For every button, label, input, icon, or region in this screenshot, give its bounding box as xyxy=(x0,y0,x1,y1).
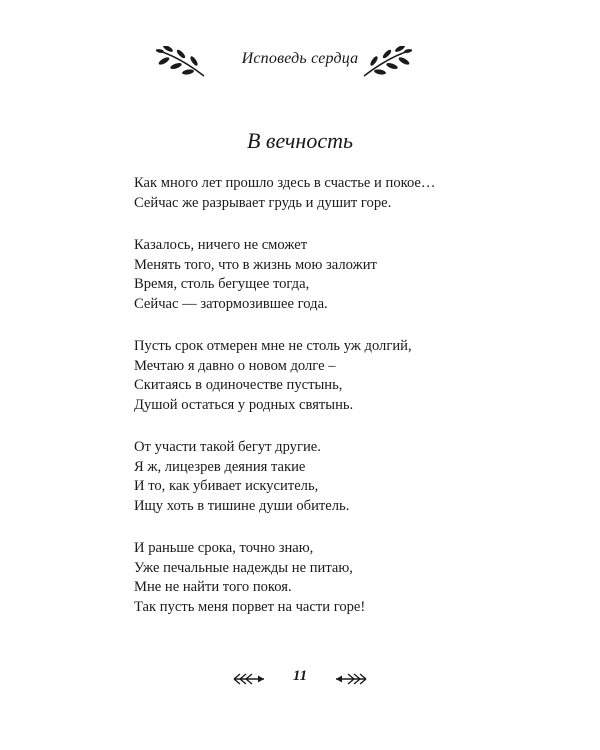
running-header xyxy=(0,44,600,84)
page-number: 11 xyxy=(292,668,308,684)
page-footer xyxy=(0,668,600,690)
poem-title: В вечность xyxy=(246,128,354,153)
poem-line: Уже печальные надежды не питаю, xyxy=(134,559,353,576)
poem-line: Душой остаться у родных святынь. xyxy=(134,396,354,413)
poem-line: Ищу хоть в тишине души обитель. xyxy=(134,497,350,514)
stanza xyxy=(134,236,494,314)
poem-line: Время, столь бегущее тогда, xyxy=(134,276,310,292)
poem-line: И то, как убивает искуситель, xyxy=(134,478,319,494)
arrow-feather-icon xyxy=(334,673,368,685)
poem-line: От участи такой бегут другие. xyxy=(134,439,321,455)
poem-body xyxy=(134,174,494,640)
arrow-feather-icon xyxy=(232,673,266,685)
stanza xyxy=(134,337,494,415)
laurel-branch-icon xyxy=(360,46,416,80)
poem-line: Сейчас же разрывает грудь и душит горе. xyxy=(134,194,392,211)
running-head-title: Исповедь сердца xyxy=(241,50,359,67)
poem-line: Так пусть меня порвет на части горе! xyxy=(134,598,366,615)
poem-line: Пусть срок отмерен мне не столь уж долгий, xyxy=(134,338,412,354)
stanza xyxy=(134,174,494,213)
poem-line: И раньше срока, точно знаю, xyxy=(134,540,314,556)
poem-line: Казалось, ничего не сможет xyxy=(134,237,308,253)
poem-line: Менять того, что в жизнь мою заложит xyxy=(134,256,377,273)
poem-line: Скитаясь в одиночестве пустынь, xyxy=(134,377,343,393)
poem-line: Мне не найти того покоя. xyxy=(134,579,292,595)
poem-line: Как много лет прошло здесь в счастье и покое… xyxy=(134,175,436,191)
poem-line: Сейчас — затормозившее года. xyxy=(134,295,328,312)
stanza xyxy=(134,438,494,516)
stanza xyxy=(134,539,494,617)
poem-line: Я ж, лицезрев деяния такие xyxy=(134,458,306,475)
poem-line: Мечтаю я давно о новом долге – xyxy=(134,357,336,374)
